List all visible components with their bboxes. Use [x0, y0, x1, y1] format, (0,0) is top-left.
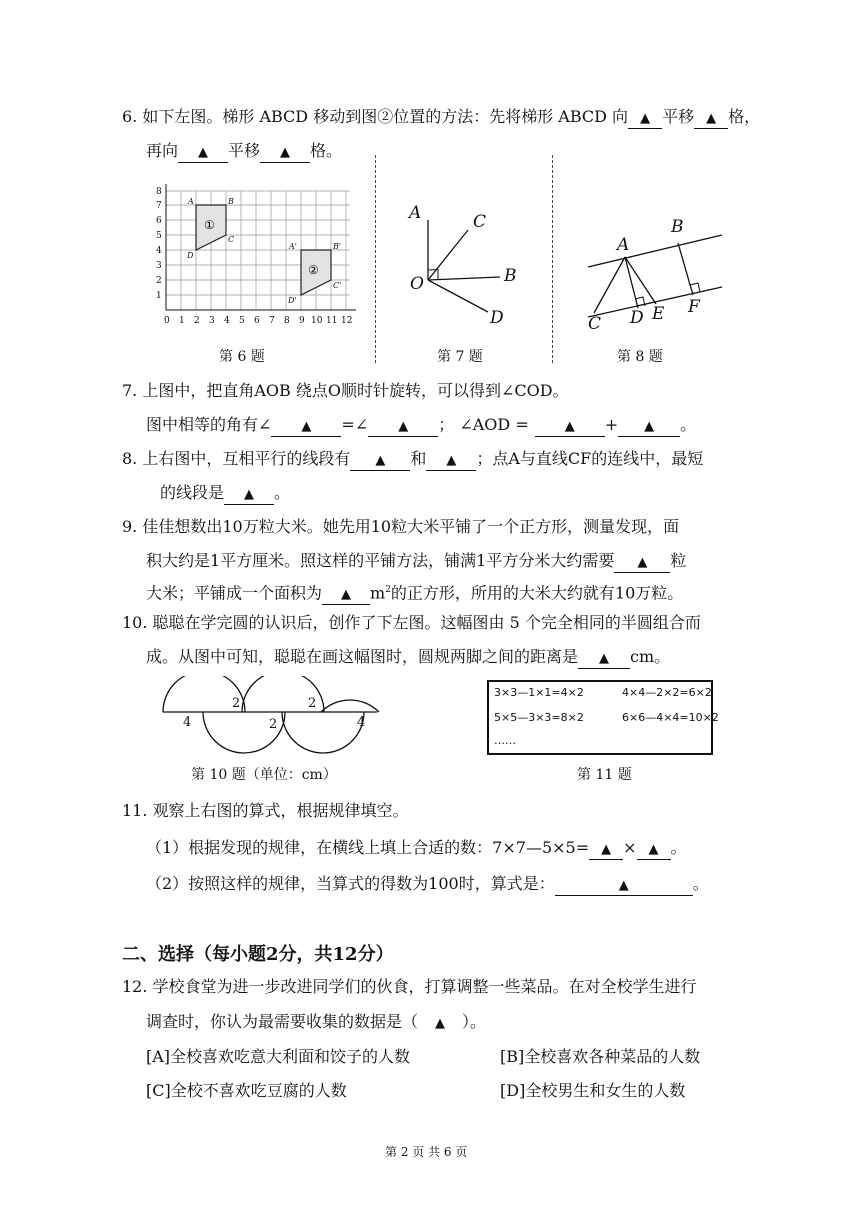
option-d[interactable]: [D]全校男生和女生的人数 [500, 1081, 686, 1100]
answer-blank[interactable]: ▲ [368, 416, 438, 437]
figure-10-caption: 第 10 题（单位：cm） [191, 767, 337, 783]
formula: 5×5—3×3=8×2 [494, 711, 584, 724]
q8-line2: 的线段是 ▲ 。 [160, 482, 290, 505]
x-tick: 0 [164, 316, 170, 326]
divider [552, 155, 553, 363]
q12-line1: 12. 学校食堂为进一步改进同学们的伙食，打算调整一些菜品。在对全校学生进行 [122, 977, 697, 996]
shape-label: ① [204, 218, 215, 232]
q9-line3: 大米；平铺成一个面积为 ▲ $m^2$的正方形，所用的大米大约就有10万粒。 [146, 579, 683, 605]
point-label: B [671, 217, 684, 237]
formula: 6×6—4×4=10×2 [622, 711, 719, 724]
section-heading: 二、选择（每小题2分，共12分） [122, 944, 394, 965]
point-label: D' [288, 296, 297, 305]
point-label: A' [289, 242, 297, 251]
answer-blank[interactable]: ▲ [426, 450, 476, 471]
point-label: C' [333, 281, 342, 290]
x-tick: 11 [326, 316, 338, 326]
q12-line2: 调查时，你认为最需要收集的数据是（ ▲ ）。 [146, 1011, 486, 1035]
divider [375, 155, 376, 363]
q11-line1: 11. 观察上右图的算式，根据规律填空。 [122, 801, 409, 820]
formula: 3×3—1×1=4×2 [494, 686, 584, 699]
option-c[interactable]: [C]全校不喜欢吃豆腐的人数 [146, 1081, 347, 1100]
x-tick: 7 [269, 316, 275, 326]
point-label: B' [333, 242, 342, 251]
q7-line1: 7. 上图中，把直角AOB 绕点O顺时针旋转，可以得到∠COD。 [122, 381, 569, 400]
x-tick: 1 [179, 316, 185, 326]
answer-blank[interactable]: ▲ [618, 416, 680, 437]
answer-blank[interactable]: ▲ [589, 839, 623, 860]
answer-blank[interactable]: ▲ [322, 584, 370, 605]
option-b[interactable]: [B]全校喜欢各种菜品的人数 [500, 1047, 701, 1066]
length-label: 2 [269, 717, 278, 732]
x-tick: 6 [254, 316, 260, 326]
length-label: 4 [357, 715, 366, 730]
x-tick: 8 [284, 316, 290, 326]
answer-blank[interactable]: ▲ [555, 875, 693, 896]
answer-blank[interactable]: ▲ [628, 108, 662, 129]
figure-7-caption: 第 7 题 [437, 349, 483, 365]
point-label: B [228, 197, 234, 206]
figure-10-semicircles [155, 676, 385, 756]
x-tick: 12 [341, 316, 353, 326]
q8-line1: 8. 上右图中，互相平行的线段有 ▲ 和 ▲ ；点A与直线CF的连线中，最短 [122, 448, 703, 471]
length-label: 2 [308, 696, 317, 711]
x-tick: 2 [194, 316, 200, 326]
answer-blank[interactable]: ▲ [535, 416, 605, 437]
point-label: F [688, 297, 700, 317]
page-footer: 第 2 页 共 6 页 [385, 1145, 468, 1159]
point-label: C [228, 235, 235, 244]
answer-blank[interactable]: ▲ [224, 484, 274, 505]
figure-7-angles [400, 195, 530, 330]
point-label: A [188, 197, 194, 206]
answer-blank[interactable]: ▲ [637, 839, 671, 860]
answer-blank[interactable]: ▲ [614, 552, 670, 573]
point-label: A [617, 235, 630, 255]
y-tick: 5 [156, 231, 162, 241]
point-label: D [490, 308, 504, 328]
figure-6-caption: 第 6 题 [219, 349, 265, 365]
answer-blank[interactable]: ▲ [350, 450, 410, 471]
y-tick: 4 [156, 246, 162, 256]
y-tick: 3 [156, 261, 162, 271]
q11-line3: （2）按照这样的规律，当算式的得数为100时，算式是： ▲ 。 [146, 873, 709, 896]
y-tick: 6 [156, 216, 162, 226]
q6-line2: 再向 ▲ 平移 ▲ 格。 [146, 140, 342, 163]
shape-label: ② [308, 263, 319, 277]
figure-8-caption: 第 8 题 [617, 349, 663, 365]
x-tick: 10 [311, 316, 323, 326]
answer-blank[interactable]: ▲ [271, 416, 341, 437]
point-label: D [630, 308, 644, 328]
answer-slot[interactable]: ▲ [435, 1016, 446, 1031]
q9-line2: 积大约是1平方厘米。照这样的平铺方法，铺满1平方分米大约需要 ▲ 粒 [146, 550, 686, 573]
q10-line2: 成。从图中可知，聪聪在画这幅图时，圆规两脚之间的距离是 ▲ cm。 [146, 646, 670, 669]
q7-line2: 图中相等的角有∠ ▲ =∠ ▲ ； ∠AOD = ▲ + ▲ 。 [146, 414, 696, 437]
point-label: O [410, 274, 424, 294]
point-label: A [409, 203, 422, 223]
answer-blank[interactable]: ▲ [694, 108, 728, 129]
formula: …… [494, 734, 516, 747]
figure-11-caption: 第 11 题 [577, 767, 632, 783]
q6-line1: 6. 如下左图。梯形 ABCD 移动到图②位置的方法：先将梯形 ABCD 向 ▲ 平移 ▲ 格， [122, 106, 760, 129]
answer-blank[interactable]: ▲ [578, 648, 630, 669]
answer-blank[interactable]: ▲ [178, 142, 228, 163]
option-a[interactable]: [A]全校喜欢吃意大利面和饺子的人数 [146, 1047, 411, 1066]
q9-line1: 9. 佳佳想数出10万粒大米。她先用10粒大米平铺了一个正方形，测量发现，面 [122, 517, 680, 536]
y-tick: 2 [156, 276, 162, 286]
x-tick: 5 [239, 316, 245, 326]
y-tick: 7 [156, 201, 162, 211]
point-label: B [504, 266, 517, 286]
formula: 4×4—2×2=6×2 [622, 686, 712, 699]
point-label: D [187, 251, 194, 260]
figure-8-parallel [580, 205, 750, 340]
x-tick: 3 [209, 316, 215, 326]
q10-line1: 10. 聪聪在学完圆的认识后，创作了下左图。这幅图由 5 个完全相同的半圆组合而 [122, 613, 701, 632]
figure-6-grid [140, 180, 370, 330]
answer-blank[interactable]: ▲ [260, 142, 310, 163]
y-tick: 1 [156, 291, 162, 301]
x-tick: 4 [224, 316, 230, 326]
point-label: C [588, 314, 602, 334]
q11-line2: （1）根据发现的规律，在横线上填上合适的数：7×7—5×5= ▲ × ▲ 。 [146, 837, 687, 860]
y-tick: 8 [156, 187, 162, 197]
length-label: 2 [232, 696, 241, 711]
length-label: 4 [183, 715, 192, 730]
x-tick: 9 [299, 316, 305, 326]
point-label: C [473, 212, 487, 232]
point-label: E [652, 304, 665, 324]
